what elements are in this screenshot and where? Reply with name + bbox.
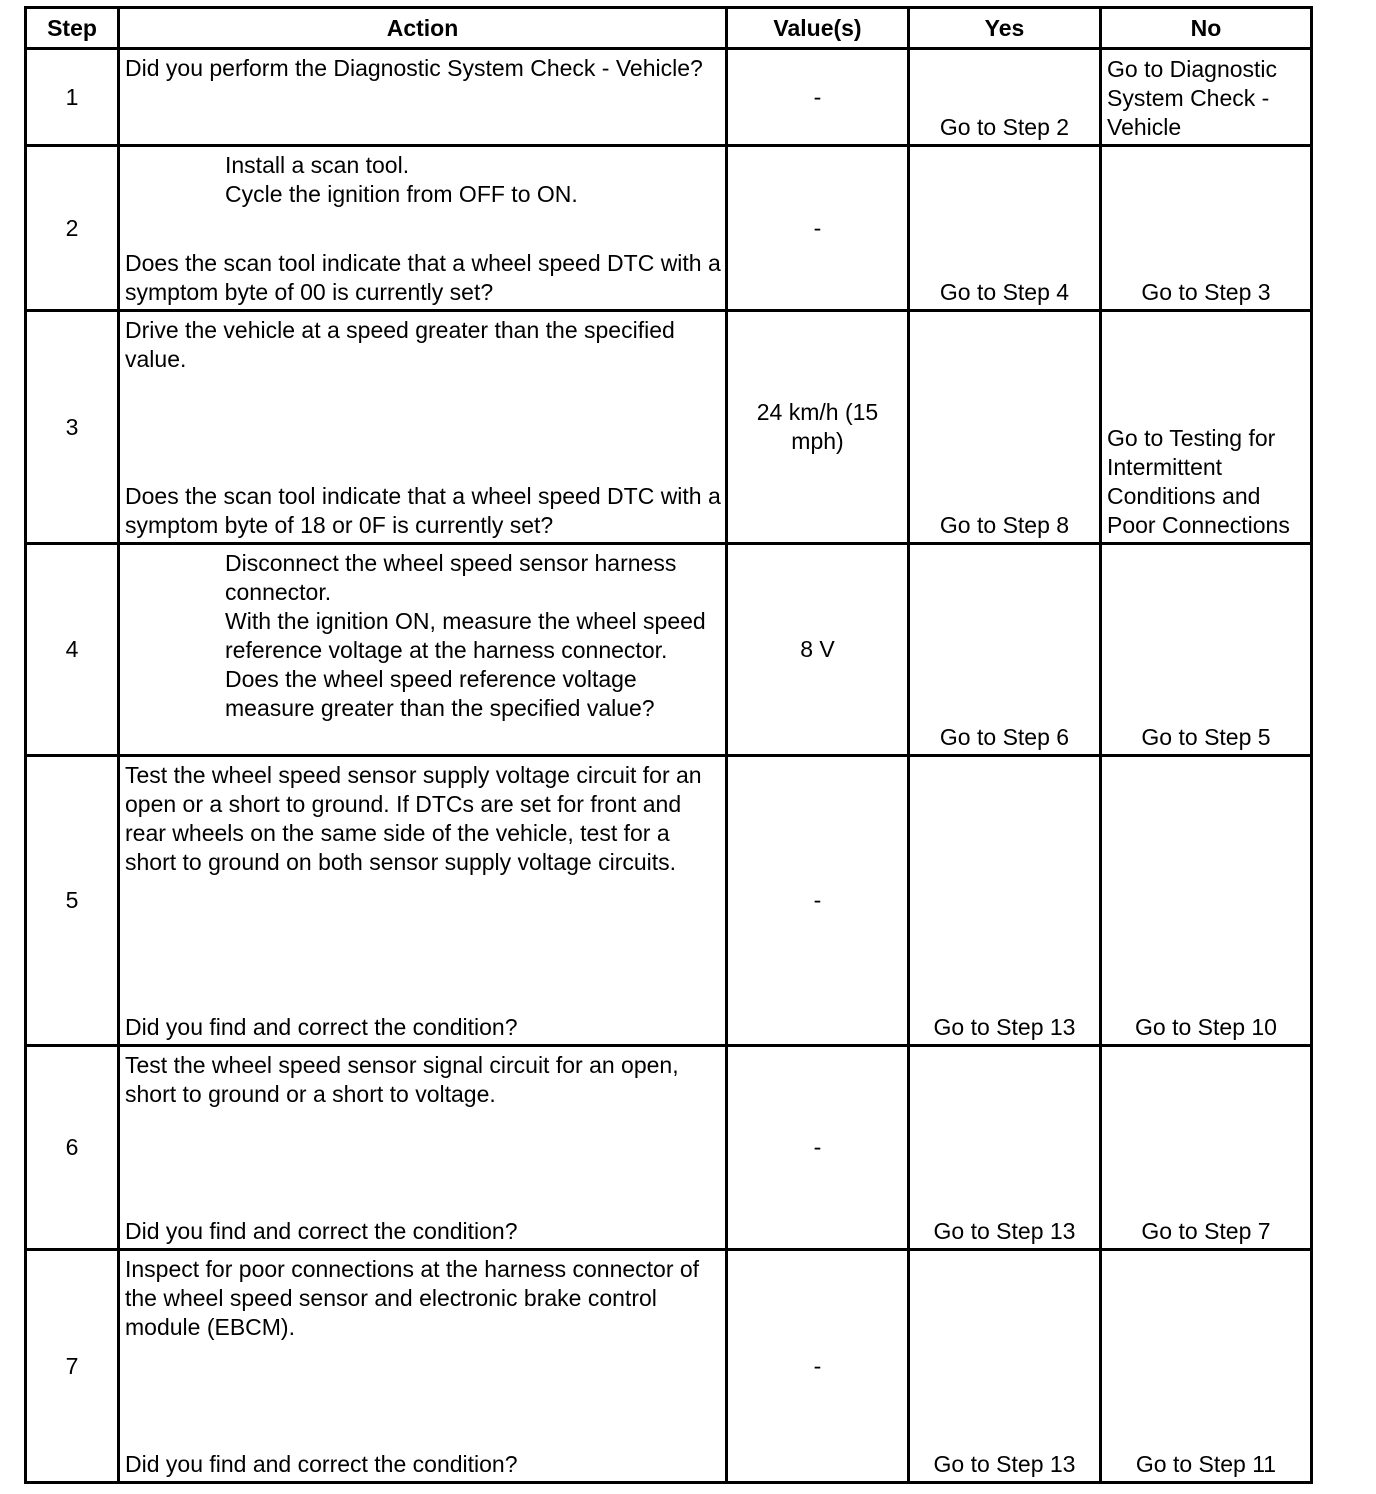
- action-text: Did you perform the Diagnostic System Check - Vehicle?: [125, 55, 703, 81]
- table-row-step-4: [26, 544, 1312, 756]
- action-question: Did you find and correct the condition?: [125, 1218, 518, 1244]
- step-number: 2: [26, 146, 119, 311]
- header-row: [26, 8, 1312, 49]
- value-cell: -: [727, 146, 909, 311]
- step-number: 5: [26, 756, 119, 1046]
- value-cell: -: [727, 1046, 909, 1250]
- value-cell: -: [727, 49, 909, 146]
- diagnostic-table: [24, 6, 1313, 1484]
- header-values: Value(s): [727, 8, 909, 49]
- no-cell: Go to Diagnostic System Check - Vehicle: [1101, 49, 1312, 146]
- action-text: Inspect for poor connections at the harness connector of the wheel speed sensor and electronic brake control module (EBCM).: [125, 1256, 700, 1340]
- no-cell: Go to Step 3: [1101, 146, 1312, 311]
- sub-step: Install a scan tool.: [225, 152, 410, 178]
- sub-step: Cycle the ignition from OFF to ON.: [225, 181, 578, 207]
- yes-cell: Go to Step 6: [909, 544, 1101, 756]
- action-cell: [119, 1250, 727, 1483]
- sub-steps: [125, 549, 721, 723]
- step-number: 3: [26, 311, 119, 544]
- step-number: 6: [26, 1046, 119, 1250]
- header-yes: Yes: [909, 8, 1101, 49]
- action-question: Does the scan tool indicate that a wheel speed DTC with a symptom byte of 18 or 0F is currently set?: [125, 483, 721, 538]
- header-step: Step: [26, 8, 119, 49]
- sub-step: Does the wheel speed reference voltage measure greater than the specified value?: [225, 666, 655, 721]
- no-cell: Go to Step 10: [1101, 756, 1312, 1046]
- action-text: Drive the vehicle at a speed greater than the specified value.: [125, 317, 675, 372]
- sub-steps: [125, 151, 721, 209]
- yes-cell: Go to Step 13: [909, 756, 1101, 1046]
- yes-cell: Go to Step 13: [909, 1046, 1101, 1250]
- value-cell: -: [727, 756, 909, 1046]
- step-number: 4: [26, 544, 119, 756]
- header-no: No: [1101, 8, 1312, 49]
- value-cell: 8 V: [727, 544, 909, 756]
- action-question: Did you find and correct the condition?: [125, 1451, 518, 1477]
- table-row-step-5: [26, 756, 1312, 1046]
- table-row-step-6: [26, 1046, 1312, 1250]
- no-cell: Go to Step 5: [1101, 544, 1312, 756]
- yes-cell: Go to Step 8: [909, 311, 1101, 544]
- action-question: Does the scan tool indicate that a wheel speed DTC with a symptom byte of 00 is currently set?: [125, 250, 721, 305]
- table-row-step-1: [26, 49, 1312, 146]
- action-cell: [119, 146, 727, 311]
- table-row-step-3: [26, 311, 1312, 544]
- no-cell: Go to Step 7: [1101, 1046, 1312, 1250]
- step-number: 7: [26, 1250, 119, 1483]
- sub-step: Disconnect the wheel speed sensor harness connector.: [225, 550, 677, 605]
- action-text: Test the wheel speed sensor supply voltage circuit for an open or a short to ground. If DTCs are set for front and rear wheels on the same side of the vehicle, test for a short to ground on both sensor supply voltage circuits.: [125, 762, 702, 875]
- header-action: Action: [119, 8, 727, 49]
- action-question: Did you find and correct the condition?: [125, 1014, 518, 1040]
- action-cell: [119, 49, 727, 146]
- action-cell: [119, 544, 727, 756]
- value-cell: 24 km/h (15 mph): [727, 311, 909, 544]
- sub-step: With the ignition ON, measure the wheel speed reference voltage at the harness connector.: [225, 608, 706, 663]
- action-cell: [119, 1046, 727, 1250]
- step-number: 1: [26, 49, 119, 146]
- table-row-step-2: [26, 146, 1312, 311]
- action-cell: [119, 756, 727, 1046]
- action-text: Test the wheel speed sensor signal circuit for an open, short to ground or a short to voltage.: [125, 1052, 679, 1107]
- no-cell: Go to Testing for Intermittent Conditions and Poor Connections: [1101, 311, 1312, 544]
- no-cell: Go to Step 11: [1101, 1250, 1312, 1483]
- yes-cell: Go to Step 4: [909, 146, 1101, 311]
- value-cell: -: [727, 1250, 909, 1483]
- yes-cell: Go to Step 13: [909, 1250, 1101, 1483]
- table-row-step-7: [26, 1250, 1312, 1483]
- action-cell: [119, 311, 727, 544]
- yes-cell: Go to Step 2: [909, 49, 1101, 146]
